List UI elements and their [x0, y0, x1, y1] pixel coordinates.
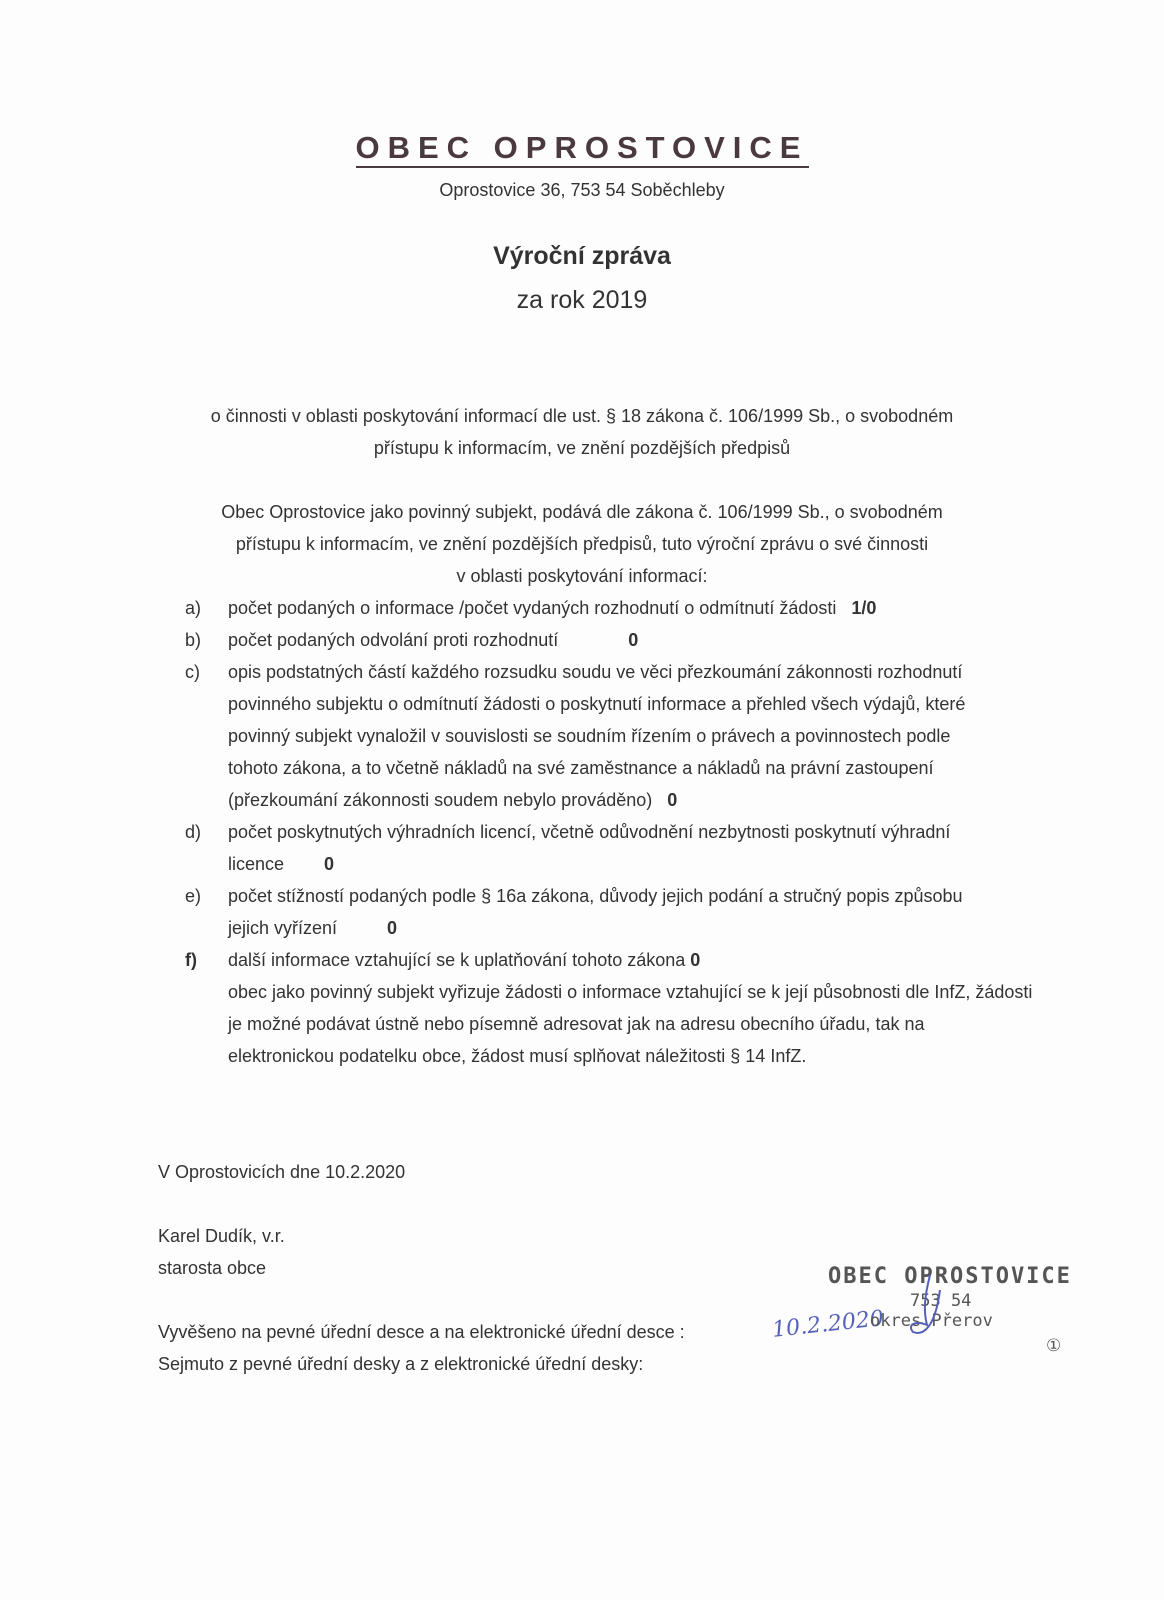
report-item-e [185, 880, 1035, 944]
body-line-3: v oblasti poskytování informací: [456, 566, 708, 586]
signer-name: Karel Dudík, v.r. [158, 1226, 285, 1246]
report-item-b [185, 624, 1035, 656]
municipal-stamp [828, 1264, 1088, 1331]
stamp-number: ① [1046, 1336, 1062, 1356]
item-text: počet poskytnutých výhradních licencí, včetně odůvodnění nezbytnosti poskytnutí výhradní licence [228, 822, 951, 874]
item-label: d) [185, 822, 202, 842]
signature-stroke [911, 1275, 940, 1333]
item-value: 1/0 [851, 598, 877, 618]
report-item-a [185, 592, 1035, 624]
body-line-2: přístupu k informacím, ve znění pozdějších předpisů, tuto výroční zprávu o své činnosti [235, 534, 929, 554]
posted-note: Vyvěšeno na pevné úřední desce a na elektronické úřední desce : [158, 1322, 685, 1342]
item-label: f) [185, 950, 197, 970]
item-label: b) [185, 630, 202, 650]
item-value: 0 [387, 918, 398, 938]
stamp-line-3: okres Přerov [870, 1311, 993, 1331]
item-label: c) [185, 662, 200, 682]
item-text: další informace vztahující se k uplatňování tohoto zákona [228, 950, 686, 970]
removed-note: Sejmuto z pevné úřední desky a z elektronické úřední desky: [158, 1354, 644, 1374]
municipality-name: OBEC OPROSTOVICE [356, 130, 809, 168]
municipality-heading [0, 130, 1164, 166]
item-text: počet stížností podaných podle § 16a zákona, důvody jejich podání a stručný popis způsobu jejich vyřízení [228, 886, 963, 938]
item-text: počet podaných o informace /počet vydaných rozhodnutí o odmítnutí žádosti [228, 598, 837, 618]
item-text: opis podstatných částí každého rozsudku soudu ve věci přezkoumání zákonnosti rozhodnutí povinného subjektu o odmítnutí žádosti o poskytnutí informace a přehled všech výdajů, které povinný subjekt vynaložil v souvislosti se soudním řízením o právech a povinnostech podle tohoto zákona, a to včetně nákladů na své zaměstnance a nákladů na právní zastoupení (přezkoumání zákonnosti soudem nebylo prováděno) [228, 662, 966, 810]
item-value: 0 [690, 950, 701, 970]
item-value: 0 [667, 790, 678, 810]
item-value: 0 [324, 854, 335, 874]
body-line-1: Obec Oprostovice jako povinný subjekt, podává dle zákona č. 106/1999 Sb., o svobodném [221, 502, 943, 522]
item-label: e) [185, 886, 202, 906]
report-item-f [185, 944, 1035, 1072]
signature-mark [895, 1270, 955, 1360]
report-items [185, 592, 1035, 1072]
handwritten-date: 10.2.2020 [771, 1306, 885, 1343]
place-date: V Oprostovicích dne 10.2.2020 [158, 1162, 406, 1182]
item-value: 0 [628, 630, 639, 650]
intro-line-1: o činnosti v oblasti poskytování informací dle ust. § 18 zákona č. 106/1999 Sb., o svobodném [210, 406, 954, 426]
intro-line-2: přístupu k informacím, ve znění pozdějších předpisů [373, 438, 791, 458]
stamp-line-2: 753 54 [910, 1291, 972, 1311]
document-subtitle: za rok 2019 [516, 286, 648, 314]
report-item-c [185, 656, 1035, 816]
item-text: počet podaných odvolání proti rozhodnutí [228, 630, 559, 650]
item-label: a) [185, 598, 202, 618]
item-extra: obec jako povinný subjekt vyřizuje žádosti o informace vztahující se k její působnosti dle InfZ, žádosti je možné podávat ústně nebo písemně adresovat jak na adresu obecního úřadu, tak na elektronickou podatelku obce, žádost musí splňovat náležitosti § 14 InfZ. [228, 982, 1033, 1066]
signer-role: starosta obce [158, 1258, 267, 1278]
report-item-d [185, 816, 1035, 880]
stamp-line-1: OBEC OPROSTOVICE [828, 1264, 1072, 1289]
municipality-address: Oprostovice 36, 753 54 Soběchleby [439, 180, 725, 200]
document-title: Výroční zpráva [493, 242, 671, 270]
